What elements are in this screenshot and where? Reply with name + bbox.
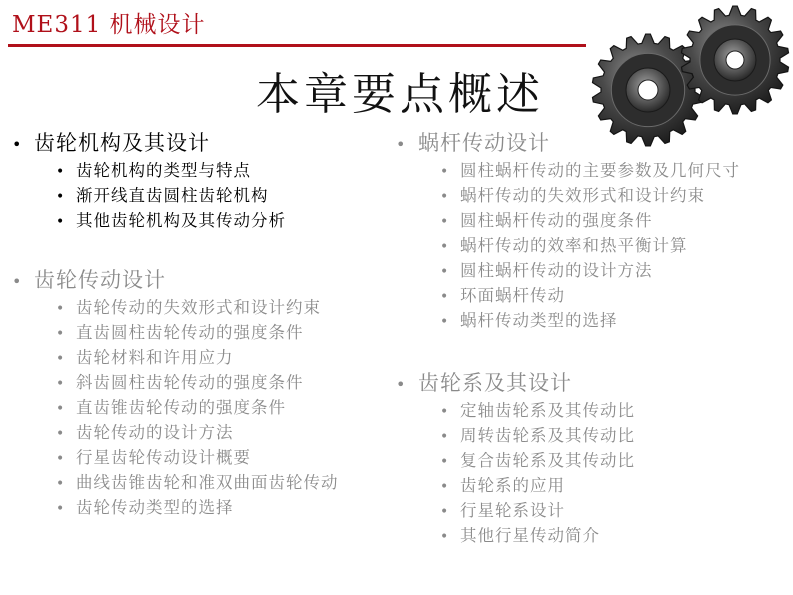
bullet-icon: • (440, 429, 450, 445)
list-item: • 蜗杆传动的失效形式和设计约束 (396, 184, 786, 209)
section-items (12, 296, 397, 521)
section-title-text: 蜗杆传动设计 (418, 131, 550, 155)
bullet-icon: • (440, 504, 450, 520)
section-items (396, 399, 786, 549)
section-title (12, 130, 397, 158)
section-title (396, 130, 786, 158)
right-column (396, 130, 786, 549)
section-gear-transmission (12, 267, 397, 521)
bullet-icon: • (440, 214, 450, 230)
list-item: • 直齿圆柱齿轮传动的强度条件 (12, 321, 397, 346)
course-header: ME311 机械设计 (12, 12, 206, 38)
bullet-icon: • (440, 479, 450, 495)
bullet-icon: • (56, 401, 66, 417)
list-item: • 复合齿轮系及其传动比 (396, 449, 786, 474)
list-item: • 齿轮传动的设计方法 (12, 421, 397, 446)
left-column (12, 130, 397, 521)
bullet-icon: • (56, 189, 66, 205)
section-title-text: 齿轮机构及其设计 (34, 131, 210, 155)
list-item: • 行星轮系设计 (396, 499, 786, 524)
bullet-icon: • (12, 272, 23, 291)
list-item: • 圆柱蜗杆传动的主要参数及几何尺寸 (396, 159, 786, 184)
bullet-icon: • (56, 351, 66, 367)
section-title-text: 齿轮传动设计 (34, 268, 166, 292)
section-title (396, 370, 786, 398)
bullet-icon: • (56, 214, 66, 230)
list-item: • 蜗杆传动的效率和热平衡计算 (396, 234, 786, 259)
section-gear-train (396, 370, 786, 549)
section-items (12, 159, 397, 234)
bullet-icon: • (56, 376, 66, 392)
section-title-text: 齿轮系及其设计 (418, 371, 572, 395)
bullet-icon: • (56, 501, 66, 517)
list-item: • 定轴齿轮系及其传动比 (396, 399, 786, 424)
list-item: • 直齿锥齿轮传动的强度条件 (12, 396, 397, 421)
bullet-icon: • (396, 375, 407, 394)
list-item: • 圆柱蜗杆传动的设计方法 (396, 259, 786, 284)
bullet-icon: • (440, 529, 450, 545)
slide-title: 本章要点概述 (256, 69, 544, 120)
list-item: • 齿轮系的应用 (396, 474, 786, 499)
section-items (396, 159, 786, 334)
bullet-icon: • (440, 264, 450, 280)
list-item: • 齿轮材料和许用应力 (12, 346, 397, 371)
list-item: • 曲线齿锥齿轮和准双曲面齿轮传动 (12, 471, 397, 496)
bullet-icon: • (440, 189, 450, 205)
list-item: • 斜齿圆柱齿轮传动的强度条件 (12, 371, 397, 396)
header-rule (8, 44, 586, 47)
bullet-icon: • (440, 454, 450, 470)
bullet-icon: • (56, 164, 66, 180)
list-item: • 蜗杆传动类型的选择 (396, 309, 786, 334)
bullet-icon: • (440, 289, 450, 305)
list-item: • 周转齿轮系及其传动比 (396, 424, 786, 449)
bullet-icon: • (440, 404, 450, 420)
bullet-icon: • (56, 301, 66, 317)
bullet-icon: • (56, 426, 66, 442)
list-item: • 行星齿轮传动设计概要 (12, 446, 397, 471)
list-item: • 齿轮机构的类型与特点 (12, 159, 397, 184)
list-item: • 其他齿轮机构及其传动分析 (12, 209, 397, 234)
bullet-icon: • (396, 135, 407, 154)
bullet-icon: • (56, 326, 66, 342)
list-item: • 圆柱蜗杆传动的强度条件 (396, 209, 786, 234)
gears-icon (590, 2, 790, 147)
section-gear-mechanism (12, 130, 397, 234)
bullet-icon: • (56, 476, 66, 492)
list-item: • 环面蜗杆传动 (396, 284, 786, 309)
section-worm-drive (396, 130, 786, 334)
list-item: • 渐开线直齿圆柱齿轮机构 (12, 184, 397, 209)
bullet-icon: • (440, 239, 450, 255)
bullet-icon: • (56, 451, 66, 467)
list-item: • 其他行星传动简介 (396, 524, 786, 549)
bullet-icon: • (12, 135, 23, 154)
section-title (12, 267, 397, 295)
list-item: • 齿轮传动的失效形式和设计约束 (12, 296, 397, 321)
bullet-icon: • (440, 164, 450, 180)
list-item: • 齿轮传动类型的选择 (12, 496, 397, 521)
bullet-icon: • (440, 314, 450, 330)
